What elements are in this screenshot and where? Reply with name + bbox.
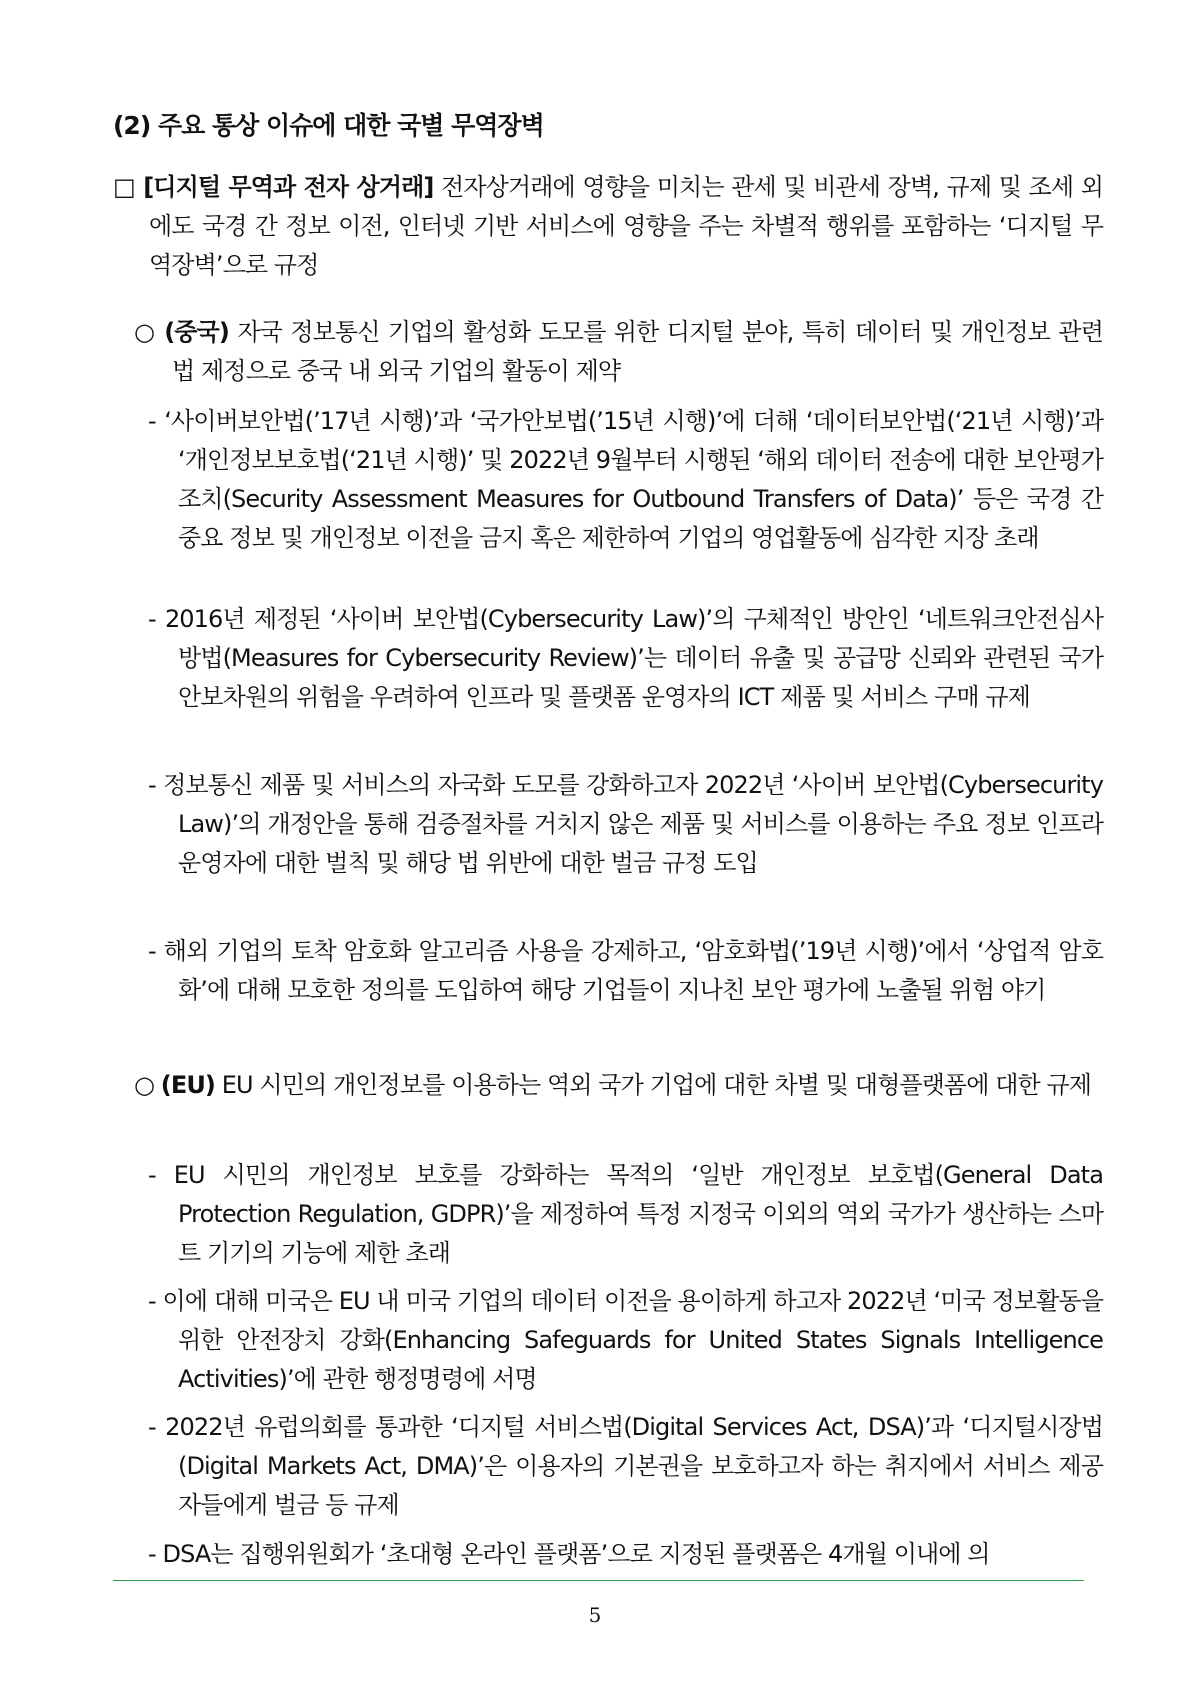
- eu-summary: EU 시민의 개인정보를 이용하는 역외 국가 기업에 대한 차별 및 대형플랫폼에 대한 규제: [221, 1071, 1092, 1099]
- eu-section-lead: [134, 1066, 1103, 1105]
- bullet-text: 정보통신 제품 및 서비스의 자국화 도모를 강화하고자 2022년 ‘사이버 보안법(Cybersecurity Law)’의 개정안을 통해 검증절차를 거치지 않은 제품 및 서비스를 이용하는 주요 정보 인프라 운영자에 대한 벌칙 및 해당 법 위반에 대한 벌금 규정 도입: [163, 771, 1103, 877]
- page-number: 5: [588, 1603, 602, 1627]
- footer-divider: [113, 1580, 1084, 1581]
- bullet-text: 이에 대해 미국은 EU 내 미국 기업의 데이터 이전을 용이하게 하고자 2022년 ‘미국 정보활동을 위한 안전장치 강화(Enhancing Safeguards for United States Signals Intelligence Activities)’에 관한 행정명령에 서명: [162, 1287, 1103, 1393]
- eu-bullet-1: [148, 1156, 1103, 1273]
- dash-bullet-icon: -: [148, 1540, 156, 1568]
- china-bullet-2: [148, 600, 1103, 717]
- bullet-text: 2022년 유럽의회를 통과한 ‘디지털 서비스법(Digital Services Act, DSA)’과 ‘디지털시장법(Digital Markets Act, DMA)’은 이용자의 기본권을 보호하고자 하는 취지에서 서비스 제공자들에게 벌금 등 규제: [165, 1413, 1103, 1519]
- intro-paragraph: [113, 168, 1103, 285]
- intro-label: [디지털 무역과 전자 상거래]: [143, 173, 434, 201]
- china-bullet-3: [148, 766, 1103, 883]
- bullet-text: EU 시민의 개인정보 보호를 강화하는 목적의 ‘일반 개인정보 보호법(General Data Protection Regulation, GDPR)’을 제정하여 특정 지정국 이외의 역외 국가가 생산하는 스마트 기기의 기능에 제한 초래: [173, 1161, 1103, 1267]
- dash-bullet-icon: -: [148, 1287, 156, 1315]
- bullet-text: DSA는 집행위원회가 ‘초대형 온라인 플랫폼’으로 지정된 플랫폼은 4개월 이내에 의: [162, 1540, 990, 1568]
- dash-bullet-icon: -: [148, 1161, 156, 1189]
- eu-bullet-4: [148, 1535, 1103, 1574]
- dash-bullet-icon: -: [148, 771, 156, 799]
- square-bullet-icon: □: [113, 173, 136, 201]
- bullet-text: 해외 기업의 토착 암호화 알고리즘 사용을 강제하고, ‘암호화법(’19년 시행)’에서 ‘상업적 암호화’에 대해 모호한 정의를 도입하여 해당 기업들이 지나친 보안 평가에 노출될 위험 야기: [163, 937, 1103, 1004]
- china-bullet-1: [148, 402, 1103, 558]
- section-heading: (2) 주요 통상 이슈에 대한 국별 무역장벽: [113, 111, 544, 140]
- dash-bullet-icon: -: [148, 407, 156, 435]
- bullet-text: ‘사이버보안법(’17년 시행)’과 ‘국가안보법(’15년 시행)’에 더해 ‘데이터보안법(‘21년 시행)’과 ‘개인정보보호법(‘21년 시행)’ 및 2022년 9월부터 시행된 ‘해외 데이터 전송에 대한 보안평가조치(Security Assessment Measures for Outbound Transfers of Data)’ 등은 국경 간 중요 정보 및 개인정보 이전을 금지 혹은 제한하여 기업의 영업활동에 심각한 지장 초래: [164, 407, 1104, 552]
- bullet-text: 2016년 제정된 ‘사이버 보안법(Cybersecurity Law)’의 구체적인 방안인 ‘네트워크안전심사방법(Measures for Cybersecurity Review)’는 데이터 유출 및 공급망 신뢰와 관련된 국가안보차원의 위험을 우려하여 인프라 및 플랫폼 운영자의 ICT 제품 및 서비스 구매 규제: [164, 605, 1103, 711]
- dash-bullet-icon: -: [148, 605, 156, 633]
- eu-label: (EU): [160, 1071, 216, 1099]
- eu-bullet-2: [148, 1282, 1103, 1399]
- china-bullet-4: [148, 932, 1103, 1010]
- china-label: (중국): [164, 318, 229, 346]
- china-section-lead: [134, 313, 1103, 391]
- intro-text: 전자상거래에 영향을 미치는 관세 및 비관세 장벽, 규제 및 조세 외에도 국경 간 정보 이전, 인터넷 기반 서비스에 영향을 주는 차별적 행위를 포함하는 ‘디지털 무역장벽’으로 규정: [149, 173, 1103, 279]
- circle-bullet-icon: ○: [134, 318, 156, 346]
- circle-bullet-icon: ○: [134, 1071, 155, 1099]
- dash-bullet-icon: -: [148, 937, 156, 965]
- dash-bullet-icon: -: [148, 1413, 156, 1441]
- eu-bullet-3: [148, 1408, 1103, 1525]
- china-summary: 자국 정보통신 기업의 활성화 도모를 위한 디지털 분야, 특히 데이터 및 개인정보 관련 법 제정으로 중국 내 외국 기업의 활동이 제약: [172, 318, 1103, 385]
